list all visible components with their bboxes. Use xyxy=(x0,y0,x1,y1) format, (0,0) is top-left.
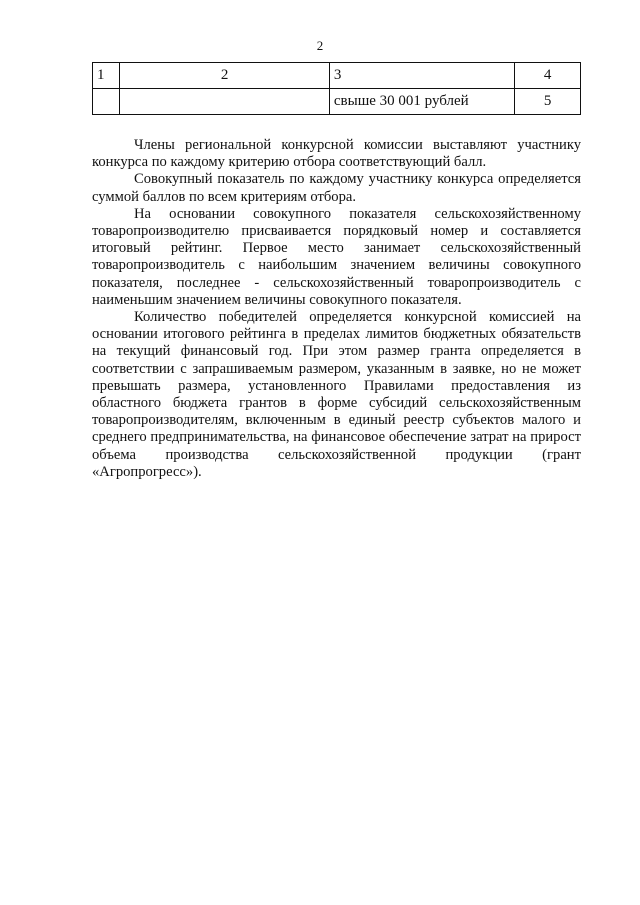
page-number: 2 xyxy=(316,38,324,53)
table-header-cell: 2 xyxy=(120,63,330,89)
paragraph: Совокупный показатель по каждому участнику конкурса определяется суммой баллов по всем критериям отбора. xyxy=(92,171,581,205)
table-cell xyxy=(120,89,330,115)
table-header-cell: 1 xyxy=(93,63,120,89)
table-header-row xyxy=(93,63,581,89)
table-cell xyxy=(93,89,120,115)
paragraph: На основании совокупного показателя сельскохозяйственному товаропроизводителю присваивается порядковый номер и составляется итоговый рейтинг. Первое место занимает сельскохозяйственный товаропроизводитель с наибольшим значением величины совокупного показателя, последнее - сельскохозяйственный товаропроизводитель с наименьшим значением величины совокупного показателя. xyxy=(92,205,581,308)
criteria-table xyxy=(92,62,581,115)
paragraph: Количество победителей определяется конкурсной комиссией на основании итогового рейтинга в пределах лимитов бюджетных обязательств на текущий финансовый год. При этом размер гранта определяется в соответствии с запрашиваемым размером, указанным в заявке, но не может превышать размера, установленного Правилами предоставления из областного бюджета грантов в форме субсидий сельскохозяйственным товаропроизводителям, включенным в единый реестр субъектов малого и среднего предпринимательства, на финансовое обеспечение затрат на прирост объема производства сельскохозяйственной продукции (грант «Агропрогресс»). xyxy=(92,309,581,480)
document-body xyxy=(92,137,581,481)
table-cell: 5 xyxy=(515,89,581,115)
table-cell: свыше 30 001 рублей xyxy=(329,89,514,115)
table-row xyxy=(93,89,581,115)
table-header-cell: 4 xyxy=(515,63,581,89)
paragraph: Члены региональной конкурсной комиссии выставляют участнику конкурса по каждому критерию отбора соответствующий балл. xyxy=(92,137,581,171)
table-header-cell: 3 xyxy=(329,63,514,89)
